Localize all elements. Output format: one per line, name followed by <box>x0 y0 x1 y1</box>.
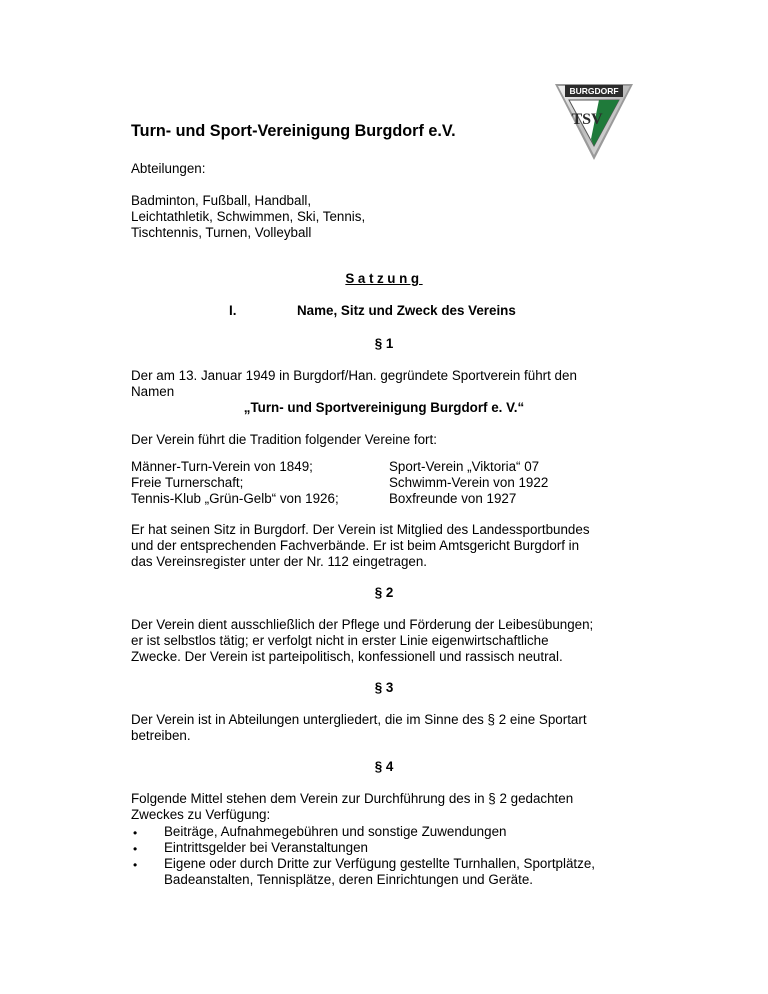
departments-label: Abteilungen: <box>131 161 206 176</box>
logo-text: BURGDORF <box>569 86 619 97</box>
bullet-icon: • <box>133 826 138 840</box>
paragraph-1-heading: § 1 <box>374 336 394 351</box>
paragraph-1-text: Namen <box>131 384 175 399</box>
departments-line: Badminton, Fußball, Handball, <box>131 193 312 208</box>
bullet-item: Eintrittsgelder bei Veranstaltungen <box>164 840 368 855</box>
seat-text: und der entsprechenden Fachverbände. Er ist beim Amtsgericht Burgdorf in <box>131 538 580 553</box>
paragraph-4-text: Folgende Mittel stehen dem Verein zur Durchführung des in § 2 gedachten <box>131 791 574 806</box>
paragraph-2-heading: § 2 <box>374 585 394 600</box>
seat-text: Er hat seinen Sitz in Burgdorf. Der Verein ist Mitglied des Landessportbundes <box>131 522 590 537</box>
bullet-item: Eigene oder durch Dritte zur Verfügung gestellte Turnhallen, Sportplätze, <box>164 856 595 871</box>
paragraph-2-text: Zwecke. Der Verein ist parteipolitisch, konfessionell und rassisch neutral. <box>131 649 563 664</box>
tsv-logo-emblem <box>553 80 635 162</box>
logo-monogram: TSV <box>571 111 603 128</box>
document-title: Turn- und Sport-Vereinigung Burgdorf e.V. <box>131 122 456 140</box>
club-list-right-item: Sport-Verein „Viktoria“ 07 <box>389 459 540 474</box>
paragraph-1-text: Der am 13. Januar 1949 in Burgdorf/Han. gegründete Sportverein führt den <box>131 368 577 383</box>
bullet-icon: • <box>133 858 138 872</box>
club-list-right-item: Schwimm-Verein von 1922 <box>389 475 549 490</box>
departments-line: Tischtennis, Turnen, Volleyball <box>131 225 312 240</box>
bullet-item: Beiträge, Aufnahmegebühren und sonstige Zuwendungen <box>164 824 507 839</box>
departments-line: Leichtathletik, Schwimmen, Ski, Tennis, <box>131 209 366 224</box>
paragraph-4-text: Zweckes zu Verfügung: <box>131 807 271 822</box>
section-title: Name, Sitz und Zweck des Vereins <box>297 303 516 318</box>
paragraph-3-heading: § 3 <box>374 680 394 695</box>
club-list-left-item: Freie Turnerschaft; <box>131 475 244 490</box>
club-list-left-item: Männer-Turn-Verein von 1849; <box>131 459 313 474</box>
club-name: „Turn- und Sportvereinigung Burgdorf e. V.“ <box>243 400 525 415</box>
satzung-heading: Satzung <box>345 271 423 286</box>
paragraph-4-heading: § 4 <box>374 759 394 774</box>
club-logo <box>553 80 635 162</box>
paragraph-3-text: betreiben. <box>131 728 191 743</box>
club-list-right-item: Boxfreunde von 1927 <box>389 491 517 506</box>
tradition-text: Der Verein führt die Tradition folgender Vereine fort: <box>131 432 437 447</box>
paragraph-2-text: Der Verein dient ausschließlich der Pflege und Förderung der Leibesübungen; <box>131 617 594 632</box>
section-number: I. <box>229 303 237 318</box>
seat-text: das Vereinsregister unter der Nr. 112 eingetragen. <box>131 554 428 569</box>
paragraph-3-text: Der Verein ist in Abteilungen untergliedert, die im Sinne des § 2 eine Sportart <box>131 712 587 727</box>
paragraph-2-text: er ist selbstlos tätig; er verfolgt nicht in erster Linie eigenwirtschaftliche <box>131 633 549 648</box>
club-list-left-item: Tennis-Klub „Grün-Gelb“ von 1926; <box>131 491 339 506</box>
bullet-item-continuation: Badeanstalten, Tennisplätze, deren Einrichtungen und Geräte. <box>164 872 533 887</box>
bullet-icon: • <box>133 842 138 856</box>
